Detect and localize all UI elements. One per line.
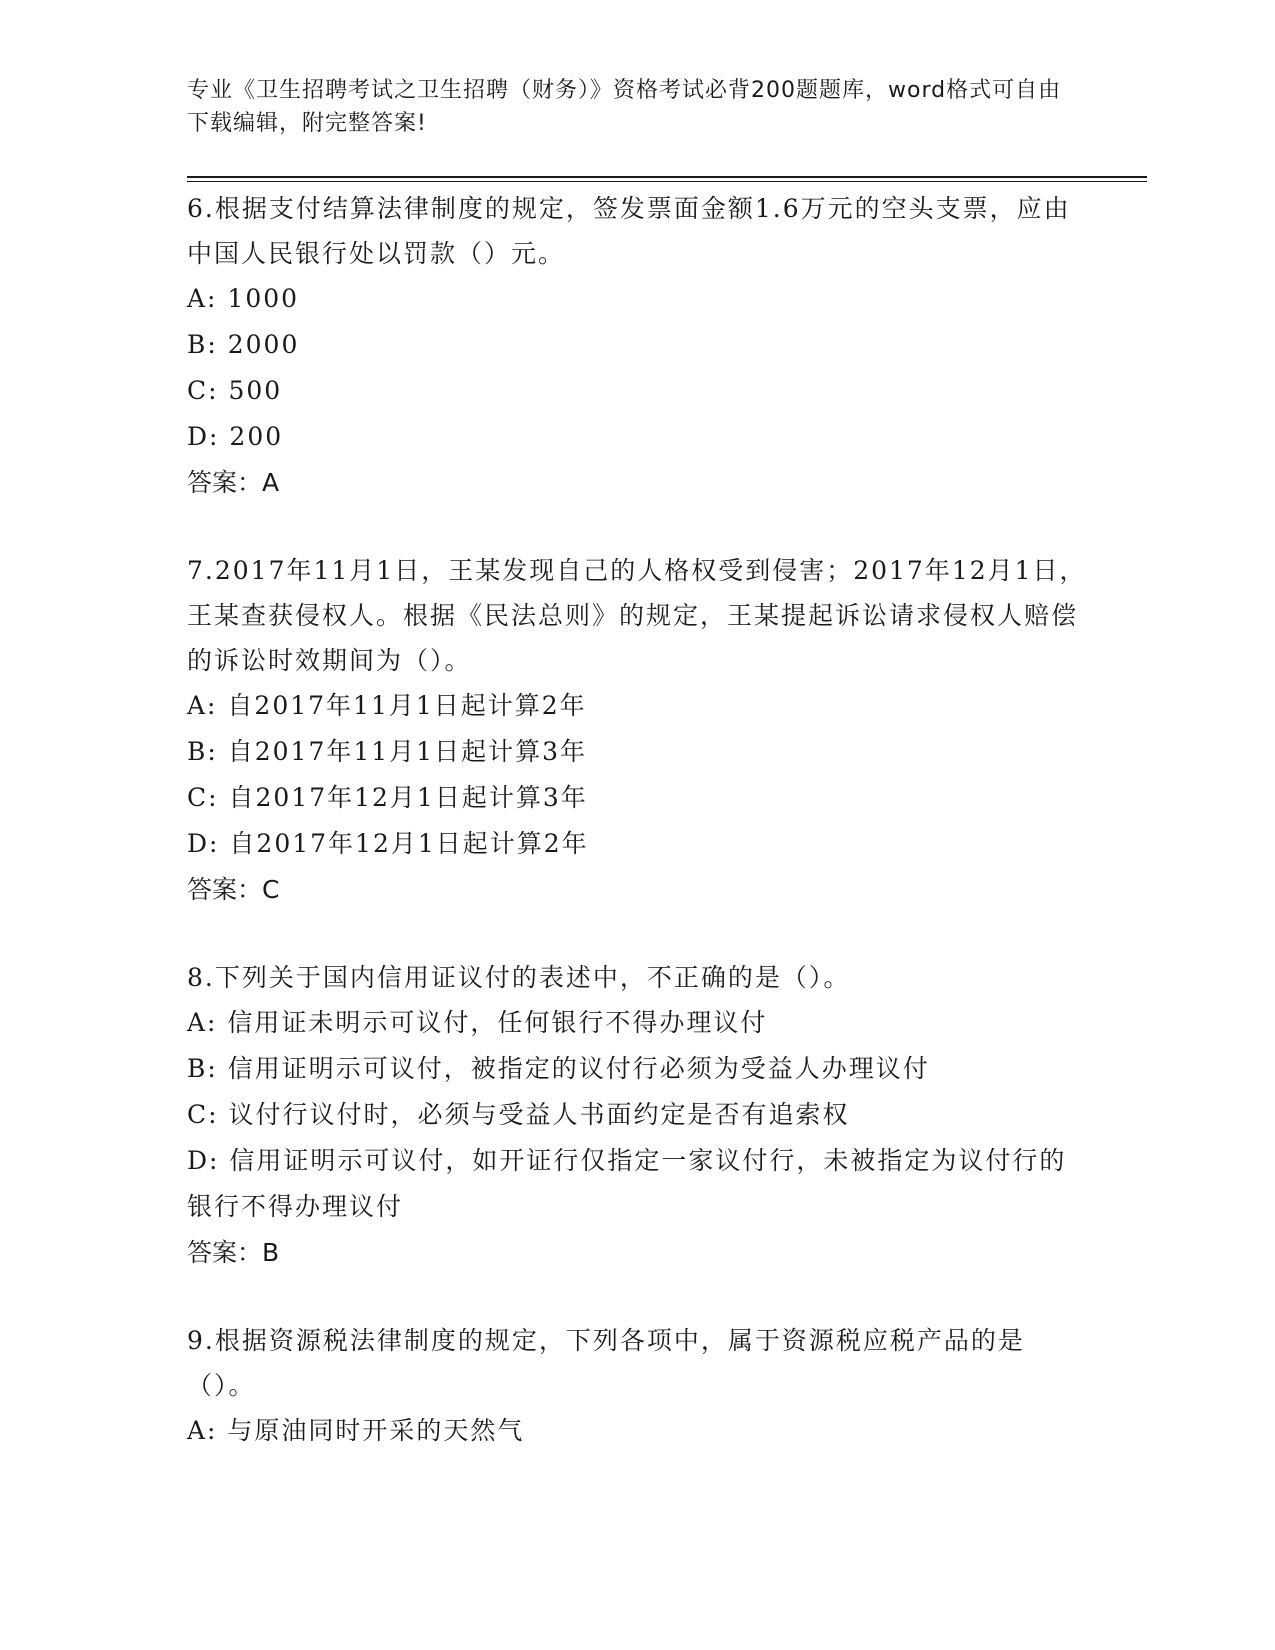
question-6 — [187, 186, 1087, 506]
option-b: B: 2000 — [187, 330, 300, 359]
answer-label: 答案： — [187, 468, 263, 497]
answer-value: C — [262, 875, 280, 904]
question-text: 9.根据资源税法律制度的规定，下列各项中，属于资源税应税产品的是（）。 — [187, 1326, 1025, 1400]
answer-value: B — [262, 1238, 280, 1267]
answer-label: 答案： — [187, 1238, 263, 1267]
question-8 — [187, 955, 1087, 1276]
option-d: D: 自2017年12月1日起计算2年 — [187, 829, 589, 858]
option-b: B: 自2017年11月1日起计算3年 — [187, 737, 587, 766]
answer-line — [187, 1230, 1087, 1276]
option-c: C: 500 — [187, 376, 283, 405]
document-header — [187, 74, 1067, 140]
header-title: 专业《卫生招聘考试之卫生招聘（财务）》资格考试必背200题题库，word格式可自由下载编辑，附完整答案! — [187, 78, 1062, 136]
answer-label: 答案： — [187, 875, 263, 904]
option-c: C: 自2017年12月1日起计算3年 — [187, 783, 588, 812]
option-a: A: 自2017年11月1日起计算2年 — [187, 691, 587, 720]
option-a: A: 1000 — [187, 284, 300, 313]
answer-line — [187, 460, 1087, 506]
question-text: 7.2017年11月1日，王某发现自己的人格权受到侵害；2017年12月1日，王某查获侵权人。根据《民法总则》的规定，王某提起诉讼请求侵权人赔偿的诉讼时效期间为（）。 — [187, 556, 1087, 675]
option-a: A: 信用证未明示可议付，任何银行不得办理议付 — [187, 1008, 768, 1037]
option-b: B: 信用证明示可议付，被指定的议付行必须为受益人办理议付 — [187, 1054, 930, 1083]
option-d: D: 200 — [187, 422, 284, 451]
header-divider-thin — [187, 181, 1147, 182]
option-a: A: 与原油同时开采的天然气 — [187, 1416, 525, 1445]
option-d: D: 信用证明示可议付，如开证行仅指定一家议付行，未被指定为议付行的银行不得办理议付 — [187, 1146, 1067, 1221]
question-list — [187, 186, 1087, 1496]
question-text: 6.根据支付结算法律制度的规定，签发票面金额1.6万元的空头支票，应由中国人民银行处以罚款（）元。 — [187, 194, 1071, 268]
header-divider-thick — [187, 176, 1147, 178]
answer-value: A — [262, 468, 280, 497]
question-text: 8.下列关于国内信用证议付的表述中，不正确的是（）。 — [187, 963, 851, 992]
option-c: C: 议付行议付时，必须与受益人书面约定是否有追索权 — [187, 1100, 850, 1129]
question-9 — [187, 1318, 1087, 1454]
question-7 — [187, 548, 1087, 913]
answer-line — [187, 867, 1087, 913]
